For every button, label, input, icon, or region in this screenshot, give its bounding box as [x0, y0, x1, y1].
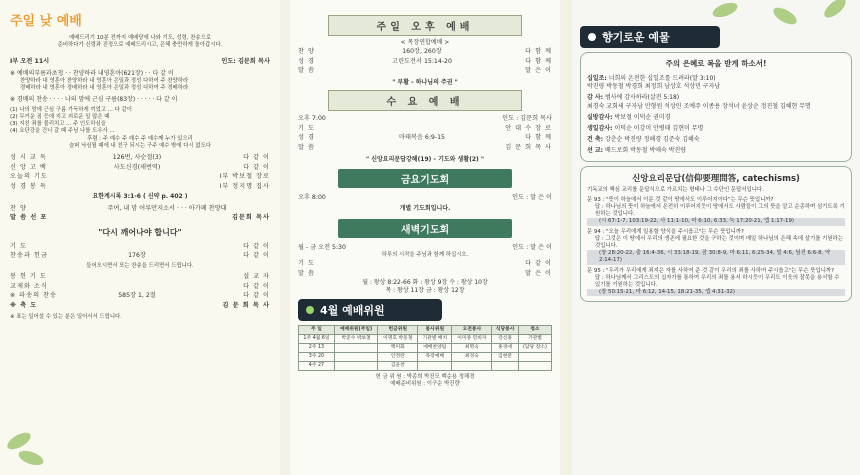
order-item: ※ 축 도 김 문 희 목 사 — [10, 301, 270, 309]
leaf-decoration — [17, 448, 46, 468]
bullet-icon — [588, 33, 596, 41]
afternoon-subtitle: < 목장연합예배 > — [400, 39, 450, 46]
intro-line-1: 예배드리기 10분 전까지 예배당에 나와 기도, 성령, 찬송으로 — [68, 35, 212, 41]
members-title: 4월 예배위원 — [320, 303, 385, 317]
question: 문 93 : "뜻이 하늘에서 이룬 것 같이 땅에서도 이루어지이다"는 무슨 뜻입니까? — [587, 196, 774, 203]
order-item: 봉 헌 기 도 설 교 자 — [10, 273, 270, 281]
table-row: 3주 20 안정란 목장예배 최경숙 김현분 — [299, 352, 552, 361]
dawn-item: 말 씀 말 은 이 — [298, 269, 552, 277]
afternoon-item: 찬 양 160장, 260장 다 함 께 — [298, 48, 552, 56]
sermon-title: "다시 깨어나야 합니다" — [98, 227, 182, 237]
sermon-row: 말 씀 선 포 김문희 목사 — [10, 214, 270, 222]
call-line-2: 경배하라 내 영혼아 경배하라 내 영혼아 은밀과 정성 다하여 주 경배하라 — [20, 85, 189, 92]
reference: (창 50:15-21, 마 6:12, 14-15, 18:21-35, 엡 4:31-32) — [587, 289, 845, 296]
anthem-row: 찬 양 주여, 내 맘 어루만지소서 · · · 아가페 찬양대 — [10, 204, 227, 212]
afternoon-theme: " 부활 - 하나님의 주권 " — [392, 78, 458, 86]
catechism-box — [580, 166, 852, 303]
catechism-title: 신앙요리문답(信仰要理問答, catechisms) — [632, 173, 800, 184]
answer: 답 : 그것은 이 땅에서 우리의 생존에 필요한 것을 구하는 것이며 매일 하나님의 은혜 속에 살기를 기원하는 것입니다. — [595, 235, 843, 250]
morning-worship-title: 주일 낮 예배 — [10, 14, 82, 29]
hymn-verse-3: (3) 지친 죄를 물리치고 ... 주 인도하심을 — [10, 121, 106, 128]
hymn-verse-4: (4) 요단강을 건너 갈 때 주님 나를 도우사 ... — [10, 128, 115, 135]
order-item: 기 도 다 같 이 — [10, 242, 270, 250]
call-line-1: 찬양하라 내 영혼아 찬양하라 내 영혼아 은밀과 정성 다하여 주 찬양하라 — [20, 78, 189, 85]
order-item: ※ 파송의 찬송 585장 1, 2절 다 같 이 — [10, 292, 270, 300]
wednesday-time-row: 오후 7:00 인도 : 김문희 목사 — [298, 115, 552, 123]
hymn-verse-2: (2) 무거운 짐 등에 지고 괴로운 일 많은 때 — [10, 114, 110, 121]
leaf-decoration — [771, 4, 800, 27]
question: 문 94 : "오늘 우리에게 일용할 양식을 주시옵고"는 무슨 뜻입니까? — [587, 228, 744, 235]
afternoon-item: 말 씀 말 은 이 — [298, 67, 552, 75]
friday-time-row: 오후 8:00 인도 : 말 은 이 — [298, 193, 552, 201]
table-row: 4주 27 김윤찬 — [299, 361, 552, 370]
dawn-item: 기 도 다 같 이 — [298, 260, 552, 268]
answer: 답 : 하나님의 뜻이 하늘에서 온전히 이루어지듯이 땅에서도 사람들이 그의 뜻을 알고 순종하며 섬기도록 기원하는 것입니다. — [595, 204, 845, 218]
members-header — [298, 299, 442, 321]
offerings-panel — [572, 0, 860, 475]
table-header: 주 일 — [299, 325, 335, 334]
afternoon-worship-header: 주일 오후 예배 — [328, 15, 522, 36]
leaf-decoration — [711, 0, 740, 20]
table-header: 봉사위원 — [418, 325, 452, 334]
wednesday-item: 기 도 안 대 수 장 로 — [298, 124, 552, 132]
fragrance-header — [580, 26, 720, 48]
dawn-time-row: 월 - 금 오전 5:30 인도 : 말 은 이 — [298, 243, 552, 251]
table-header: 헌금위원 — [378, 325, 418, 334]
wednesday-item: 말 씀 김 문 희 목 사 — [298, 143, 552, 151]
afternoon-item: 성 경 고린도전서 15:14-20 다 함 께 — [298, 57, 552, 65]
offering-note: 들어오시면서 또는 찬송을 드리면서 드립니다. — [86, 262, 194, 269]
offering-entry: 박진량 박동철 박경희 최정희 남상호 석상민 구자남 — [587, 83, 721, 91]
hymn-verse-1: (1) 나의 맘에 근심 구름 가득하게 끼었고 ... 다 같이 — [10, 106, 132, 113]
hymn-refrain-2: 슬퍼 낙심될 때에 내 친구 되시는 구주 예수 밖에 다시 없도다 — [68, 142, 212, 149]
table-header: 오전봉사 — [452, 325, 492, 334]
wednesday-theme: " 신앙요리문답강해(19) - 기도와 생활(2) " — [365, 155, 485, 163]
dawn-prayer-header: 새벽기도회 — [338, 219, 512, 238]
offering-entry: 선 교: 베드로회 박동철 박애숙 박진량 — [587, 147, 687, 155]
morning-worship-panel — [0, 0, 280, 475]
table-header: 청소 — [518, 325, 551, 334]
members-table — [298, 325, 552, 371]
order-item: 오늘의 기도 Ⅰ부 박보철 장로 — [10, 173, 270, 181]
table-header: 예배위원(주일) — [334, 325, 377, 334]
order-item: 성 경 봉 독 Ⅰ부 정지명 집사 — [10, 182, 270, 190]
reference: (시 67:1-7, 103:19-22, 사 11:1-10, 마 6:10, 6:33, 눅 17:20-21, 엡 1:17-19) — [587, 218, 845, 225]
dawn-note: 하루의 시작을 주님과 함께 하십시오. — [381, 252, 469, 259]
worship-committee: 예배준비위원 : 이구순 박진량 — [390, 381, 460, 388]
order-item: 신 앙 고 백 사도신경(새번역) 다 같 이 — [10, 163, 270, 171]
catechism-intro: 기독교의 핵심 교리를 문답식으로 가르치는 형태나 그 수단인 문답서입니다. — [587, 186, 764, 193]
answer: 답 : 하나님께서 그리스도의 십자가를 통하여 우리의 죄를 용서 하시듯이 우리도 이웃의 잘못을 용서할 수 있기를 기원하는 것입니다. — [595, 274, 840, 289]
offering-entry: 생일감사: 이덕순 이강미 안병태 김현미 무명 — [587, 125, 704, 133]
part-label: Ⅰ부 오전 11시 — [10, 58, 50, 66]
friday-prayer-header: 금요기도회 — [338, 169, 512, 188]
footer-note: ※ 표는 일어설 수 있는 분은 일어서서 드립니다. — [10, 313, 122, 320]
dawn-schedule-2: 목 : 왕상 11장 금 : 왕상 12장 — [385, 286, 465, 294]
table-row: 1주 4월 6일 박준수 박보철 이명호 박동철 기관별 배치 이미종 민희자 강신홍 기관별 — [299, 334, 552, 343]
leaf-decoration — [821, 0, 849, 21]
leaf-decoration — [5, 429, 34, 452]
question: 문 95 : "우리가 우리에게 죄지은 자를 사하여 준 것 같이 우리의 죄를 사하여 주시옵고"는 무슨 뜻입니까? — [587, 267, 834, 274]
offering-entry: 건 축: 강춘순 박진량 정해경 김준숙 김혜숙 — [587, 136, 700, 144]
friday-note: 개별 기도회입니다. — [399, 205, 451, 213]
dawn-schedule-1: 월 : 왕상 8:22-66 화 : 왕상 9장 수 : 왕상 10장 — [362, 278, 488, 286]
offering-entry: 감 사: 범사에 감사하라(살전 5:18) — [587, 94, 680, 102]
offering-entry: 최경숙 교회세 구자남 안형원 석상민 조예주 이종용 장석녀 윤상순 정진철 김혜현 무명 — [587, 102, 811, 110]
weekly-services-panel — [290, 0, 560, 475]
reference: (창 28:20-22, 출 16:4-36, 시 33:18-19, 잠 30:8-9, 마 6:11, 6:25-34, 빌 4:6, 딤전 6:6-8, 약 2:14-17) — [587, 250, 845, 264]
hymn-refrain: 후렴 : 주 예수 주 예수 주 예수께 누가 있으리 — [87, 135, 193, 142]
wednesday-worship-header: 수 요 예 배 — [328, 90, 522, 111]
offering-committee: 헌 금 위 원 : 박종희 박진모 백순용 정해경 — [375, 373, 475, 380]
table-header: 식당봉사 — [492, 325, 519, 334]
offering-entry: 실방감사: 박보철 이덕순 권미경 — [587, 113, 671, 121]
praise-hymn: ※ 경배의 찬송 · · · · 나의 맘에 근심 구름(83장) · · · · · 다 같 이 — [10, 95, 178, 103]
order-item: 찬송과 헌금 176장 다 같 이 — [10, 252, 270, 260]
bullet-icon — [306, 306, 314, 314]
fragrance-title: 향기로운 예물 — [602, 31, 670, 44]
scripture-reference: 요한계시록 3:1-6 ( 신약 p. 402 ) — [92, 193, 188, 201]
table-row: 2주 13 백미화 예배찬양팀 최명숙 홍경애 (담당 장소) — [299, 343, 552, 352]
gratitude-heading: 주의 은혜로 복을 받게 하소서! — [665, 59, 767, 68]
presider: 인도: 김문희 목사 — [221, 58, 270, 66]
wednesday-item: 성 경 마태복음 6:9-15 다 함 께 — [298, 134, 552, 142]
call-to-worship: ※ 예배의부름과초청 · · 찬양하라 내영혼아(621장) · · 다 같 이 — [10, 70, 174, 77]
part-row — [10, 57, 270, 67]
order-item: 교제와 소식 다 같 이 — [10, 282, 270, 290]
order-item: 성 시 교 독 126번, 사순절(3) 다 같 이 — [10, 154, 270, 162]
offering-entry: 십일조: 너희의 온전한 십일조를 드려라(말 3:10) — [587, 75, 716, 82]
intro-line-2: 준비하다가 신령과 진정으로 예배드리시고, 은혜 충만하게 돌아갑시다. — [57, 42, 223, 49]
offerings-box — [580, 52, 852, 162]
